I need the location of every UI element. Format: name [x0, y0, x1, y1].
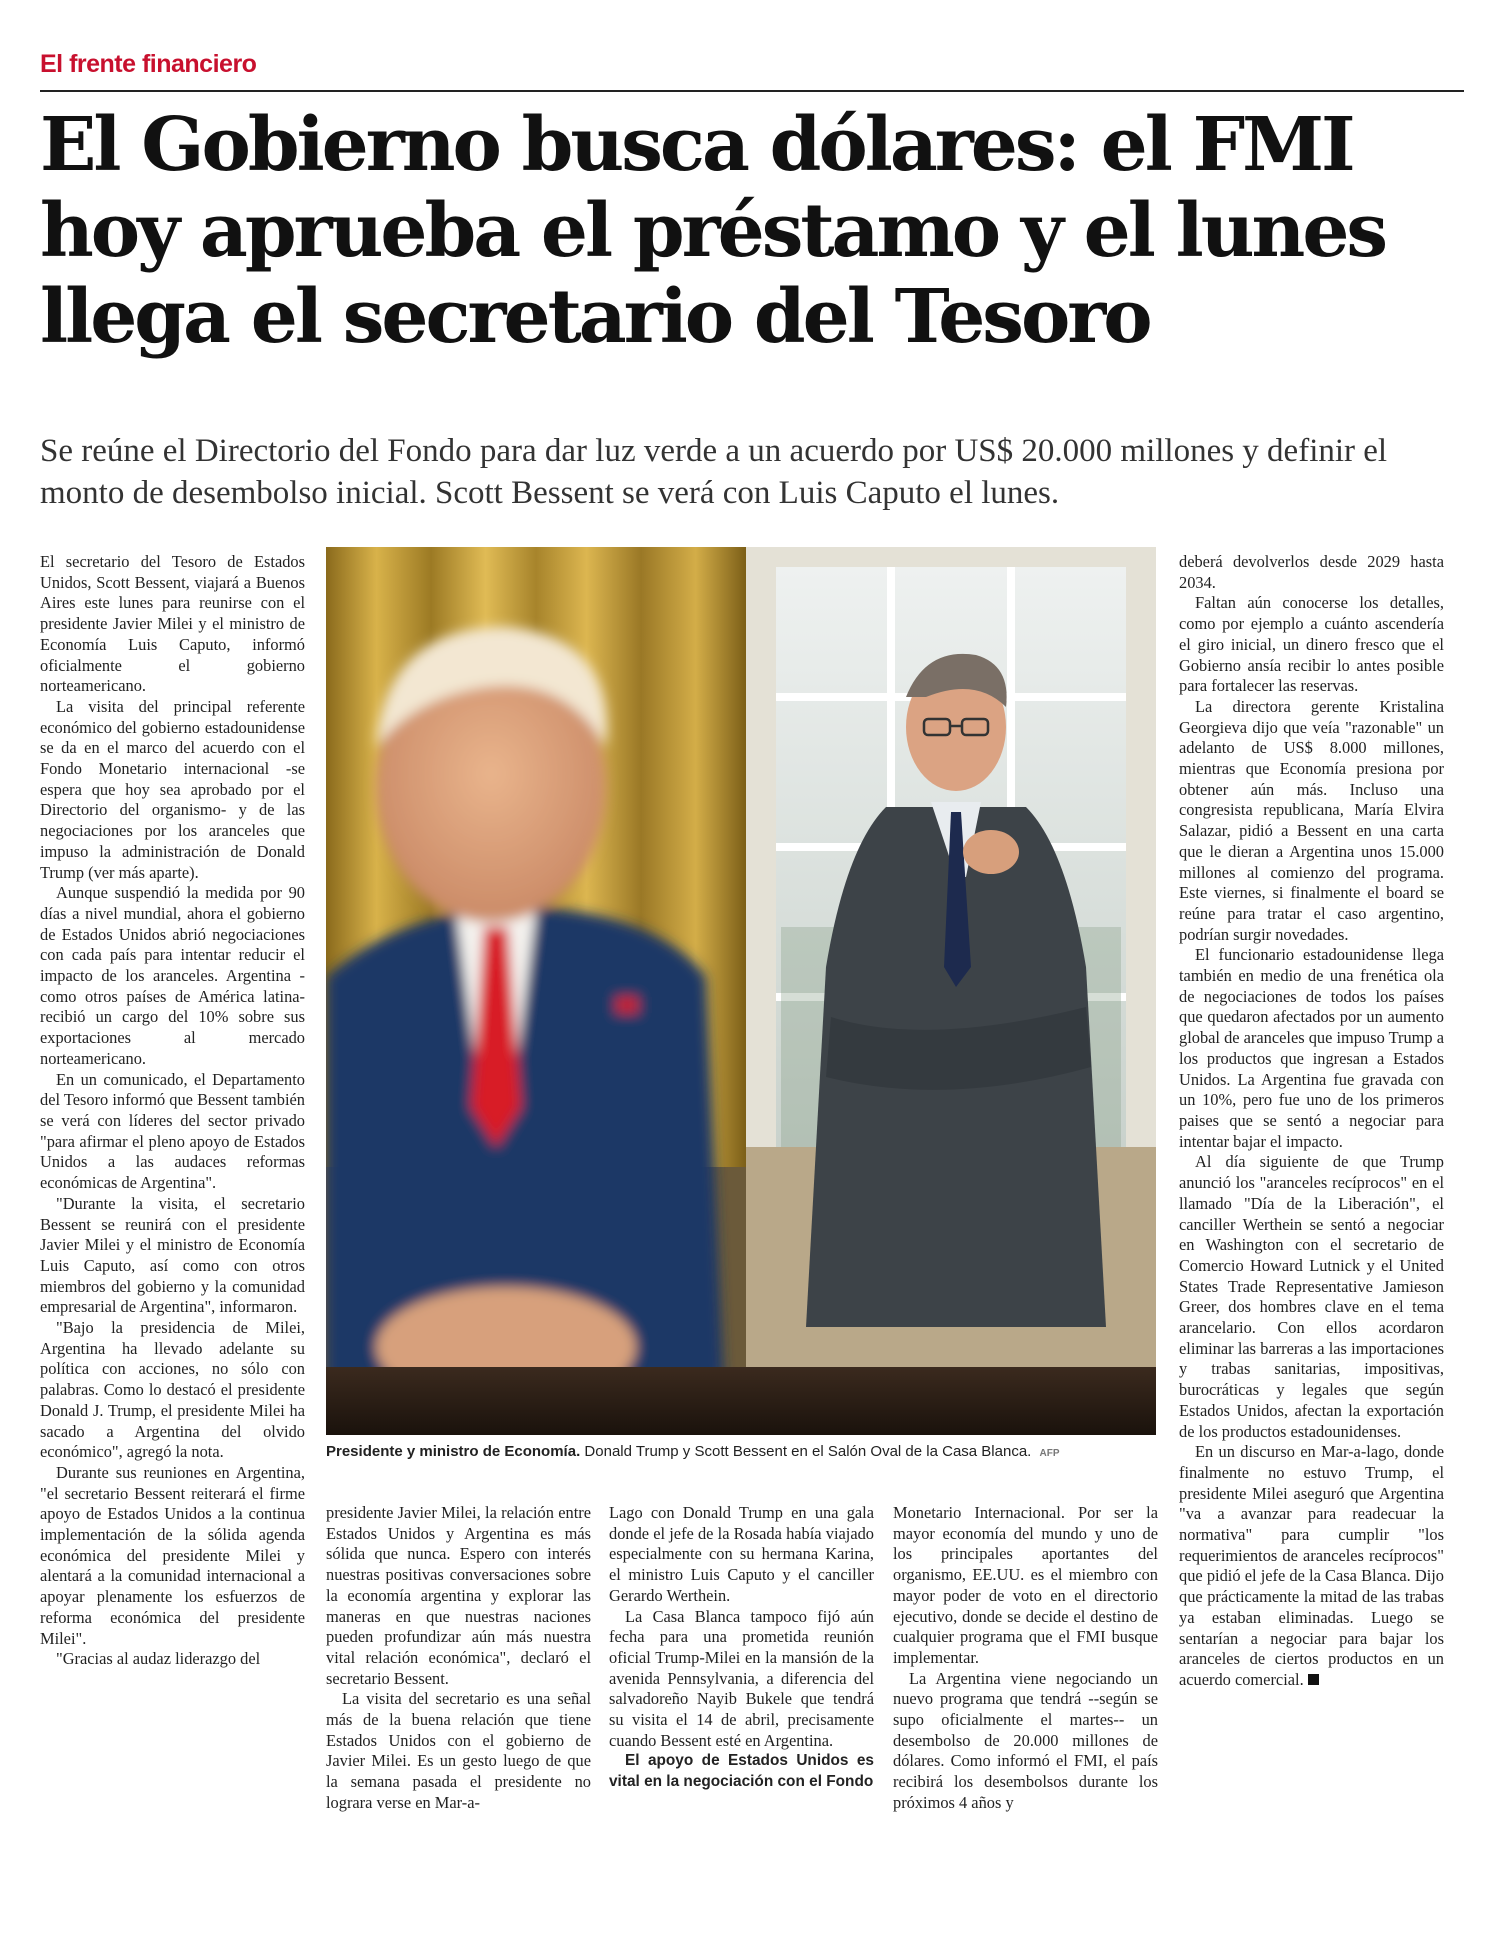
photo-caption — [326, 1443, 1166, 1460]
article-column-4 — [893, 1503, 1158, 1814]
paragraph: "Gracias al audaz liderazgo del — [56, 1649, 261, 1669]
paragraph: La Casa Blanca tampoco fijó aún fecha para una prometida reunión oficial Trump-Milei en la mansión de la avenida Pennsylvania, a diferencia del salvadoreño Nayib Bukele que tendrá su visita el 14 de abril, precisamente cuando Bessent esté en Argentina. — [609, 1606, 874, 1750]
section-label: El frente financiero — [40, 50, 257, 78]
paragraph: Faltan aún conocerse los detalles, como por ejemplo a cuánto ascendería el giro inicial, un dinero fresco que el Gobierno ansía recibir lo antes posible para fortalecer las reservas. — [1179, 593, 1444, 696]
paragraph: presidente Javier Milei, la relación entre Estados Unidos y Argentina es más sólida que nunca. Espero con interés nuestras positivas conversaciones sobre la economía argentina y explorar las maneras en que nuestras naciones pueden profundizar aún más nuestra vital relación económica", declaró el secretario Bessent. — [326, 1503, 591, 1688]
article-column-5 — [1179, 552, 1444, 1691]
paragraph: El funcionario estadounidense llega también en medio de una frenética ola de negociaciones de todos los países que quedaron afectados por un aumento global de aranceles que impuso Trump a los productos que ingresan a Estados Unidos. La Argentina fue gravada con un 10%, pero fue uno de los primeros paises que se sentó a negociar para intentar bajar el impacto. — [1179, 945, 1444, 1151]
article-column-2 — [326, 1503, 591, 1814]
photo-trump-bessent — [326, 547, 1156, 1435]
caption-bold: Presidente y ministro de Economía. — [326, 1443, 581, 1460]
paragraph: "Durante la visita, el secretario Bessent se reunirá con el presidente Javier Milei y el ministro de Economía Luis Caputo, así como con otros miembros del gobierno y la comunidad empresarial de Argentina", informaron. — [40, 1193, 305, 1317]
photo-credit: AFP — [1039, 1448, 1060, 1459]
paragraph: Al día siguiente de que Trump anunció los "aranceles recíprocos" en el llamado "Día de la Liberación", el canciller Werthein se sentó a negociar en Washington con el secretario de Comercio Howard Lutnick y el United States Trade Representative Jamieson Greer, dos hombres clave en el tema arancelario. Con ellos acordaron eliminar las barreras a las importaciones y trabas sanitarias, impositivas, burocráticas y legales que según Estados Unidos, afectan la exportación de los productos estadounidenses. — [1179, 1152, 1444, 1441]
paragraph: El secretario del Tesoro de Estados Unidos, Scott Bessent, viajará a Buenos Aires este lunes para reunirse con el presidente Javier Milei y el ministro de Economía Luis Caputo, informó oficialmente el gobierno norteamericano. — [40, 552, 305, 696]
paragraph: Aunque suspendió la medida por 90 días a nivel mundial, ahora el gobierno de Estados Unidos abrió negociaciones con cada país para intentar reducir el impacto de los aranceles. Argentina -como otros países de América latina- recibió un cargo del 10% sobre sus exportaciones al mercado norteamericano. — [40, 883, 305, 1068]
paragraph: Lago con Donald Trump en una gala donde el jefe de la Rosada había viajado especialmente con su hermana Karina, el ministro Luis Caputo y el canciller Gerardo Werthein. — [609, 1503, 874, 1605]
paragraph: La visita del secretario es una señal más de la buena relación que tiene Estados Unidos con el gobierno de Javier Milei. Es un gesto luego de que la semana pasada el presidente no lograra verse en Mar-a- — [326, 1689, 591, 1812]
paragraph: "Bajo la presidencia de Milei, Argentina ha llevado adelante su política con acciones, no sólo con palabras. Como lo destacó el presidente Donald J. Trump, el presidente Milei ha sacado a Argentina del olvido económico", agregó la nota. — [40, 1318, 305, 1462]
paragraph: Durante sus reuniones en Argentina, "el secretario Bessent reiterará el firme apoyo de Estados Unidos a la continua implementación de la sólida agenda económica del presidente Milei y alentará a la comunidad internacional a apoyar plenamente los esfuerzos de reforma económica del presidente Milei". — [40, 1462, 305, 1648]
paragraph: Monetario Internacional. Por ser la mayor economía del mundo y uno de los principales aportantes del organismo, EE.UU. es el miembro con mayor poder de voto en el directorio ejecutivo, donde se decide el destino de cualquier programa que el FMI busque implementar. — [893, 1503, 1158, 1667]
paragraph: La directora gerente Kristalina Georgieva dijo que veía "razonable" un adelanto de US$ 8.000 millones, mientras que Economía presiona por obtener aún más. Incluso una congresista republicana, María Elvira Salazar, pidió a Bessent en una carta que le dieran a Argentina unos 15.000 millones al comienzo del programa. Este viernes, si finalmente el board se reúne para tratar el caso argentino, podrían surgir novedades. — [1179, 696, 1444, 944]
end-mark-icon — [1308, 1674, 1319, 1685]
paragraph: deberá devolverlos desde 2029 hasta 2034. — [1179, 552, 1444, 592]
paragraph-last-text: En un discurso en Mar-a-lago, donde finalmente no estuvo Trump, el presidente Milei aseguró que Argentina "va a avanzar para readecuar la normativa" para cumplir "los requerimientos de aranceles recíprocos" que pidió el jefe de la Casa Blanca. Dijo que prácticamente la mitad de las trabas ya estaban eliminadas. Luego se sentarían a negociar para bajar los aranceles de ciertos productos en un acuerdo comercial. — [1179, 1442, 1444, 1689]
paragraph: El apoyo de Estados Unidos es vital en la negociación con el Fondo — [609, 1752, 874, 1791]
article-column-3 — [609, 1503, 874, 1793]
subhead: Se reúne el Directorio del Fondo para dar luz verde a un acuerdo por US$ 20.000 millones y definir el monto de desembolso inicial. Scott Bessent se verá con Luis Caputo el lunes. — [40, 433, 1388, 511]
paragraph: En un comunicado, el Departamento del Tesoro informó que Bessent también se verá con líderes del sector privado "para afirmar el pleno apoyo de Estados Unidos a las audaces reformas económicas de Argentina". — [40, 1069, 305, 1193]
paragraph: La Argentina viene negociando un nuevo programa que tendrá --según se supo oficialmente el martes-- un desembolso de 20.000 millones de dólares. Como informó el FMI, el país recibirá los desembolsos durante los próximos 4 años y — [893, 1668, 1158, 1812]
paragraph: La visita del principal referente económico del gobierno estadounidense se da en el marco del acuerdo con el Fondo Monetario internacional -se espera que hoy sea aprobado por el Directorio del organismo- y de las negociaciones por los aranceles que impuso la administración de Donald Trump (ver más aparte). — [40, 696, 305, 882]
paragraph-last — [1179, 1442, 1444, 1690]
caption-text: Donald Trump y Scott Bessent en el Salón Oval de la Casa Blanca. — [584, 1443, 1032, 1460]
headline: El Gobierno busca dólares: el FMI hoy aprueba el préstamo y el lunes llega el secretario del Tesoro — [40, 102, 1386, 360]
article-column-1 — [40, 552, 305, 1670]
top-rule — [40, 90, 1464, 92]
